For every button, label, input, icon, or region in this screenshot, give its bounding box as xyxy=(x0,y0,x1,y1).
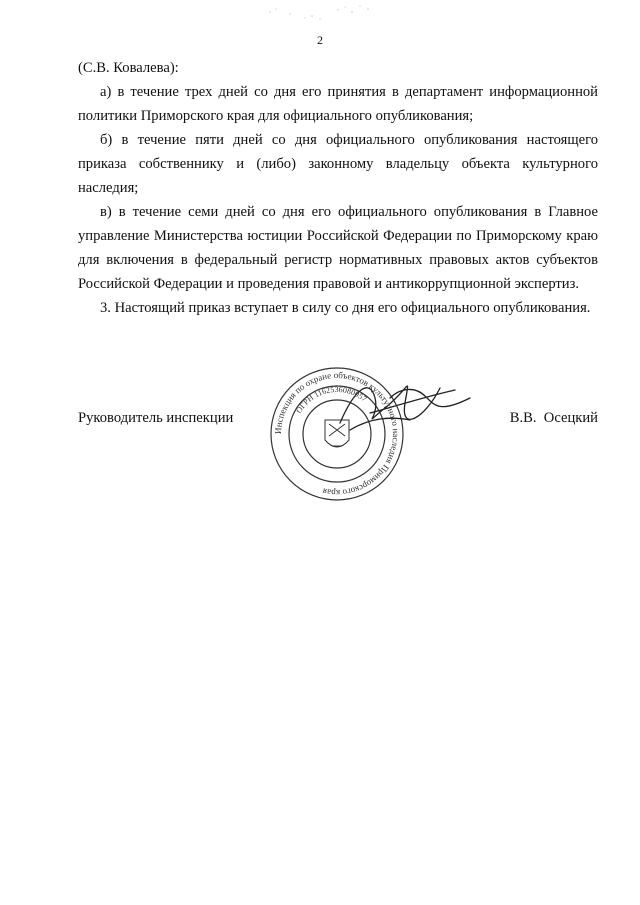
signatory-position: Руководитель инспекции xyxy=(78,410,234,426)
paragraph-clause-3: 3. Настоящий приказ вступает в силу со дня его официального опубликования. xyxy=(100,300,591,316)
paragraph-item-c: в) в течение семи дней со дня его официального опубликования в Главное управление Министерства юстиции Российской Федерации по Приморскому краю для включения в федеральный регистр нормативных правовых актов субъектов Российской Федерации и проведения правовой и антикоррупционной экспертиз. xyxy=(78,204,598,292)
paragraph-item-b: б) в течение пяти дней со дня официального опубликования настоящего приказа собственнику и (либо) законному владельцу объекта культурного наследия; xyxy=(78,132,598,196)
stamp-outer-text: Инспекция по охране объектов культурного наследия Приморского края xyxy=(272,369,402,499)
paragraph-recipient: (С.В. Ковалева): xyxy=(78,60,179,76)
signatory-name: В.В. Осецкий xyxy=(509,410,598,426)
handwritten-signature xyxy=(330,368,480,438)
page-number: 2 xyxy=(317,33,323,47)
stamp-inner-text: ОГРН 1162536080057 xyxy=(294,384,369,415)
document-body xyxy=(78,56,598,320)
paragraph-item-a: а) в течение трех дней со дня его принятия в департамент информационной политики Приморского края для официального опубликования; xyxy=(78,84,598,124)
scan-artifact xyxy=(250,0,390,30)
